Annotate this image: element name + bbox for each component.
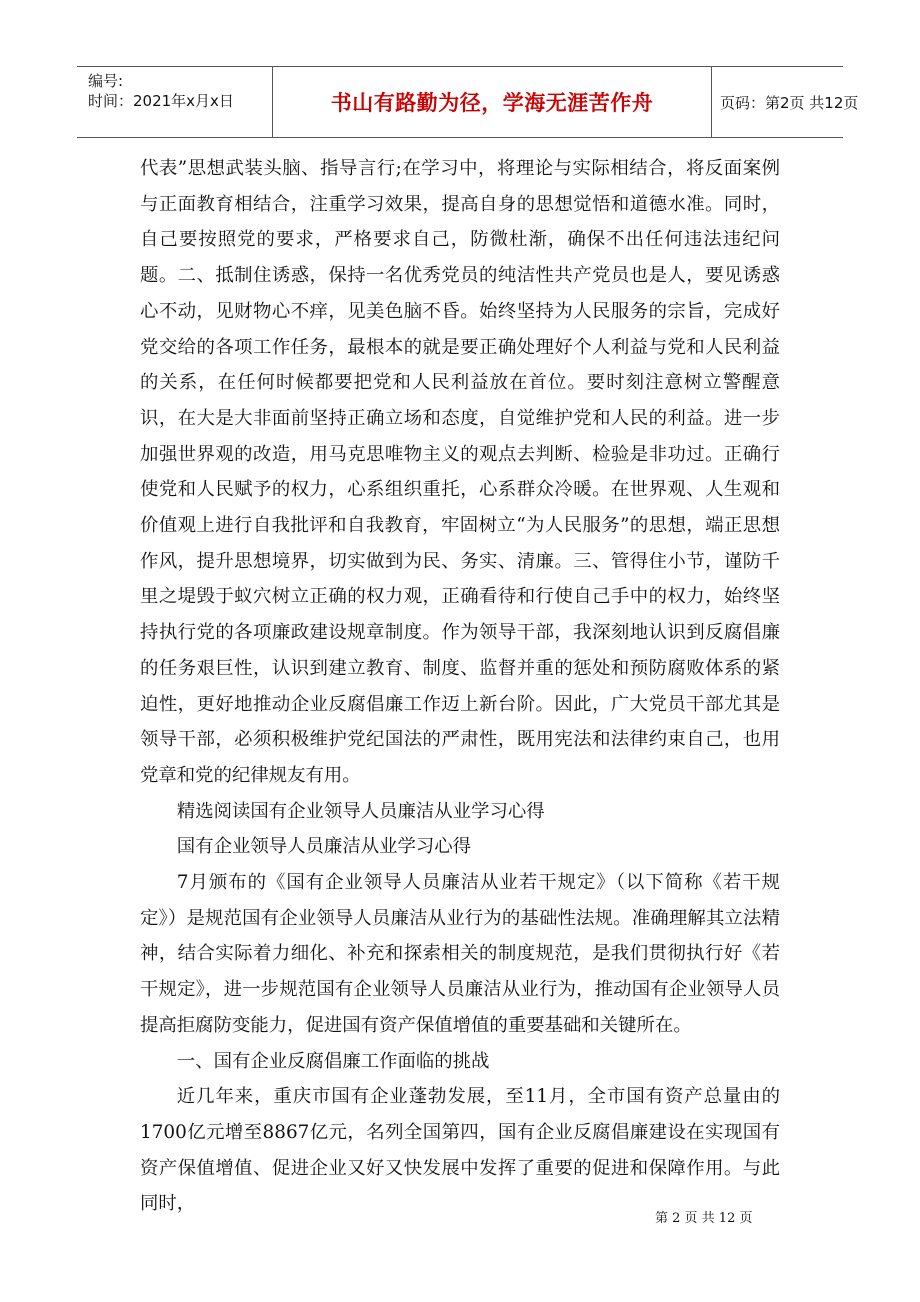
page-footer: 第 2 页 共 12 页 [655, 1211, 753, 1226]
document-number-label: 编号: [88, 72, 124, 90]
header-info-cell [77, 67, 273, 137]
document-body [140, 151, 780, 1222]
header-motto: 书山有路勤为径，学海无涯苦作舟 [330, 91, 654, 115]
paragraph-intro: 7月颁布的《国有企业领导人员廉洁从业若干规定》（以下简称《若干规定》）是规范国有企业领导人员廉洁从业行为的基础性法规。准确理解其立法精神，结合实际着力细化、补充和探索相关的制度规范，是我们贯彻执行好《若干规定》，进一步规范国有企业领导人员廉洁从业行为，推动国有企业领导人员提高拒腐防变能力，促进国有资产保值增值的重要基础和关键所在。 [140, 872, 780, 1036]
paragraph-continuation: 代表”思想武装头脑、指导言行;在学习中，将理论与实际相结合，将反面案例与正面教育相结合，注重学习效果，提高自身的思想觉悟和道德水准。同时，自己要按照党的要求，严格要求自己，防微杜渐，确保不出任何违法违纪问题。二、抵制住诱惑，保持一名优秀党员的纯洁性共产党员也是人，要见诱惑心不动，见财物心不痒，见美色脑不昏。始终坚持为人民服务的宗旨，完成好党交给的各项工作任务，最根本的就是要正确处理好个人利益与党和人民利益的关系，在任何时候都要把党和人民利益放在首位。要时刻注意树立警醒意识，在大是大非面前坚持正确立场和态度，自觉维护党和人民的利益。进一步加强世界观的改造，用马克思唯物主义的观点去判断、检验是非功过。正确行使党和人民赋予的权力，心系组织重托，心系群众冷暖。在世界观、人生观和价值观上进行自我批评和自我教育，牢固树立“为人民服务”的思想，端正思想作风，提升思想境界，切实做到为民、务实、清廉。三、管得住小节，谨防千里之堤毁于蚁穴树立正确的权力观，正确看待和行使自己手中的权力，始终坚持执行党的各项廉政建设规章制度。作为领导干部，我深刻地认识到反腐倡廉的任务艰巨性，认识到建立教育、制度、监督并重的惩处和预防腐败体系的紧迫性，更好地推动企业反腐倡廉工作迈上新台阶。因此，广大党员干部尤其是领导干部，必须积极维护党纪国法的严肃性，既用宪法和法律约束自己，也用党章和党的纪律规友有用。 [140, 158, 780, 786]
paragraph-article-title: 国有企业领导人员廉洁从业学习心得 [176, 836, 472, 858]
paragraph-section-body: 近几年来，重庆市国有企业蓬勃发展，至11月，全市国有资产总量由的1700亿元增至8867亿元，名列全国第四，国有企业反腐倡廉建设在实现国有资产保值增值、促进企业又好又快发展中发挥了重要的促进和保障作用。与此同时， [140, 1086, 780, 1215]
paragraph-featured-title: 精选阅读国有企业领导人员廉洁从业学习心得 [176, 800, 545, 822]
header-page-info: 页码：第2页 共12页 [720, 93, 859, 112]
paragraph-section-heading: 一、国有企业反腐倡廉工作面临的挑战 [176, 1050, 490, 1072]
page-header [77, 66, 859, 138]
document-time-label: 时间：2021年x月x日 [88, 92, 234, 110]
header-motto-cell [273, 67, 712, 137]
header-page-cell [712, 67, 859, 137]
